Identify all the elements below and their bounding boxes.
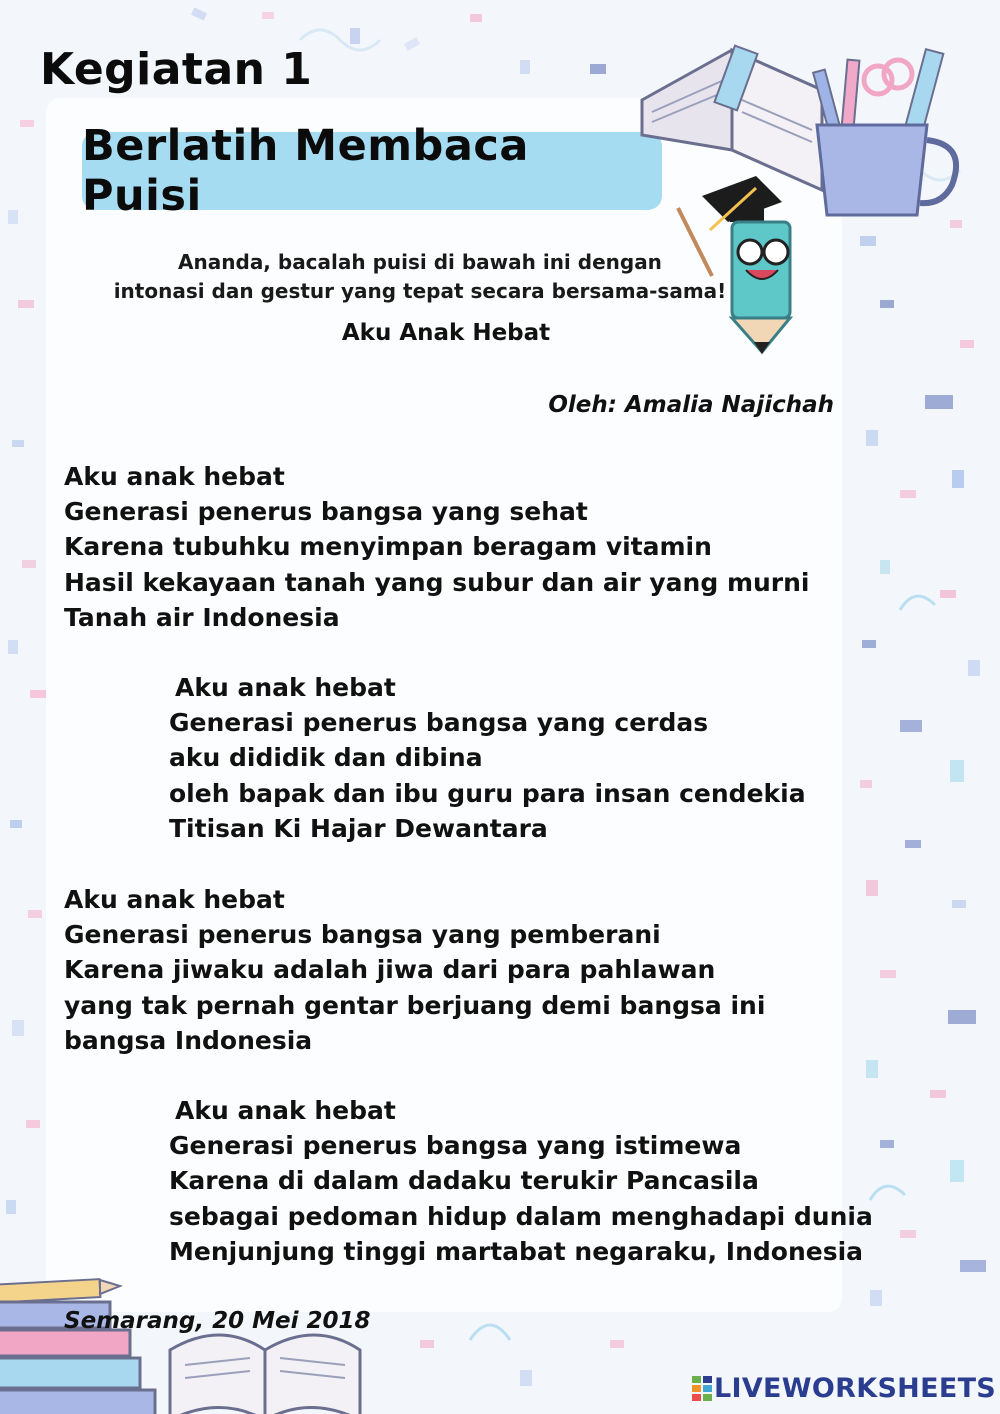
- open-book-illustration: [160, 1320, 370, 1414]
- poem-line: aku dididik dan dibina: [169, 743, 483, 773]
- poem-line: Aku anak hebat: [64, 885, 285, 914]
- watermark-text: LIVEWORKSHEETS: [714, 1373, 997, 1404]
- title-banner: [82, 121, 662, 221]
- poem-line: Karena jiwaku adalah jiwa dari para pahlawan: [64, 955, 716, 985]
- poem-stanza-2: [169, 670, 806, 846]
- poem-stanza-3: [64, 882, 765, 1058]
- poem-line: Generasi penerus bangsa yang cerdas: [169, 708, 709, 738]
- liveworksheets-watermark: [692, 1373, 996, 1404]
- poem-line: sebagai pedoman hidup dalam menghadapi dunia: [169, 1201, 873, 1231]
- poem-line: Karena di dalam dadaku terukir Pancasila: [169, 1166, 759, 1196]
- poem-line: Hasil kekayaan tanah yang subur dan air yang murni: [64, 567, 810, 597]
- instruction-line: intonasi dan gestur yang tepat secara bersama-sama!: [113, 279, 727, 303]
- poem-author: Oleh: Amalia Najichah: [548, 392, 834, 418]
- poem-line: Aku anak hebat: [175, 673, 396, 702]
- poem-line: Aku anak hebat: [64, 462, 285, 491]
- poem-line: Titisan Ki Hajar Dewantara: [169, 813, 548, 843]
- poem-line: Tanah air Indonesia: [64, 602, 340, 632]
- liveworksheets-logo-icon: [692, 1376, 714, 1402]
- poem-line: Karena tubuhku menyimpan beragam vitamin: [64, 532, 712, 562]
- banner-title: Berlatih Membaca Puisi: [82, 121, 529, 221]
- activity-heading: Kegiatan 1: [40, 44, 313, 95]
- poem-line: Generasi penerus bangsa yang istimewa: [169, 1131, 742, 1161]
- poem-stanza-4: [169, 1093, 873, 1269]
- poem-line: yang tak pernah gentar berjuang demi bangsa ini: [64, 990, 766, 1020]
- instruction-text: [100, 248, 740, 306]
- poem-stanza-1: [64, 459, 810, 635]
- books-stack-illustration: [0, 1272, 180, 1414]
- poem-line: Generasi penerus bangsa yang pemberani: [64, 920, 661, 950]
- poem-line: bangsa Indonesia: [64, 1025, 313, 1055]
- instruction-line: Ananda, bacalah puisi di bawah ini dengan: [178, 250, 662, 274]
- poem-title: Aku Anak Hebat: [341, 320, 551, 346]
- poem-line: oleh bapak dan ibu guru para insan cendekia: [169, 778, 806, 808]
- poem-line: Menjunjung tinggi martabat negaraku, Indonesia: [169, 1236, 864, 1266]
- place-and-date: Semarang, 20 Mei 2018: [64, 1308, 371, 1334]
- poem-line: Aku anak hebat: [175, 1096, 396, 1125]
- poem-line: Generasi penerus bangsa yang sehat: [64, 497, 588, 527]
